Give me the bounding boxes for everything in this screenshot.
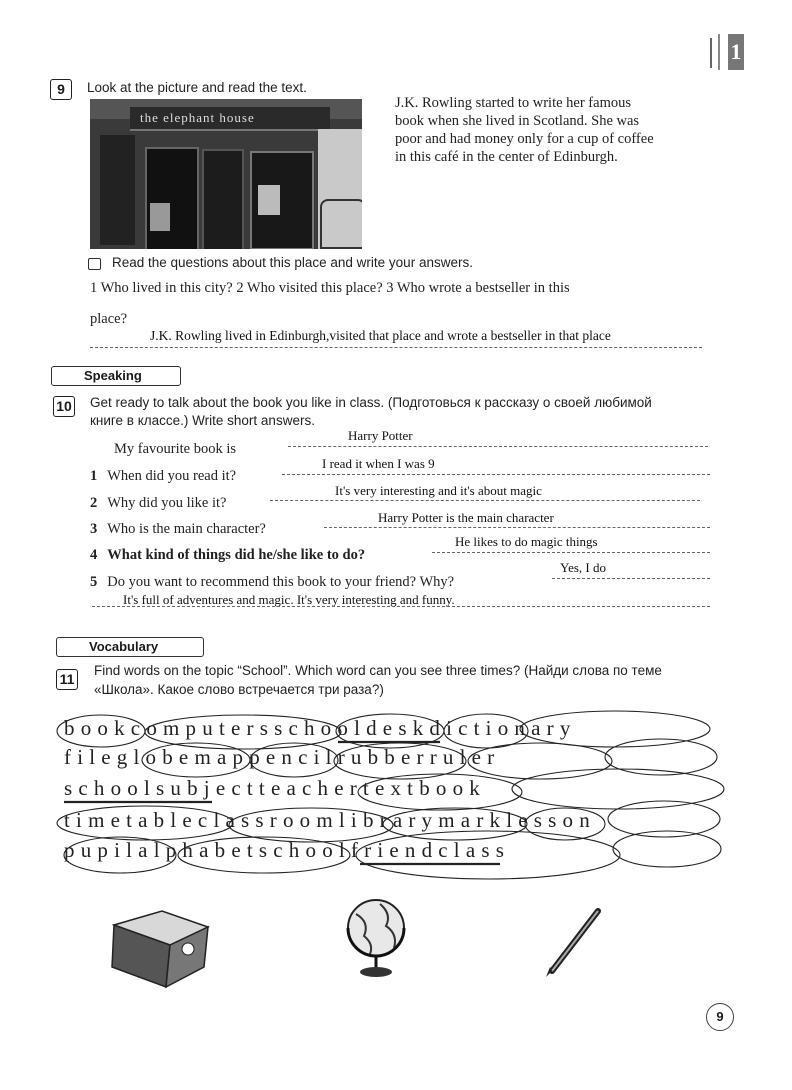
word-grid-row: schoolsubjectteachertextbook [64,776,487,800]
word-circle [178,837,350,873]
word-circle [520,711,710,747]
word-circle [383,808,527,840]
answer-3: Harry Potter is the main character [378,510,554,525]
word-grid-row: bookcomputersschooldeskdictionary [64,716,577,740]
book-icon [108,905,213,990]
word-circle [608,801,720,837]
question-text: Why did you like it? [107,495,227,511]
favourite-book-answer: Harry Potter [348,428,413,443]
exercise-9-questions-end: place? [90,311,128,327]
question-text: What kind of things did he/she like to do? [107,547,366,563]
answer-4: He likes to do magic things [455,534,598,549]
exercise-9-questions: 1 Who lived in this city? 2 Who visited this place? 3 Who wrote a bestseller in this [90,280,570,296]
answer-1: I read it when I was 9 [322,456,435,471]
word-circle [358,774,522,810]
question-number: 4 [90,547,98,563]
word-circle [57,806,233,840]
word-circle [142,743,250,777]
text-line: in this café in the center of Edinburgh. [395,149,618,165]
word-circle [468,743,612,779]
favourite-book-label: My favourite book is [114,441,237,457]
word-grid-row: pupilalphabetschoolfriendclass [64,838,511,862]
exercise-9-answer: J.K. Rowling lived in Edinburgh,visited that place and wrote a bestseller in that place [150,328,611,343]
exercise-9-subinstruction: Read the questions about this place and write your answers. [112,255,473,270]
exercise-11-instruction-2: «Школа». Какое слово встречается три раза?) [94,682,384,697]
vocabulary-section-tab: Vocabulary [56,637,204,657]
word-circle [250,743,338,777]
exercise-10-instruction-2: книге в классе.) Write short answers. [90,413,315,428]
pen-icon [540,905,605,980]
exercise-number-10: 10 [53,396,75,417]
text-line: book when she lived in Scotland. She was [395,113,640,129]
word-circle [444,714,528,748]
exercise-number-9: 9 [50,79,72,100]
text-line: poor and had money only for a cup of coffee [395,131,654,147]
unit-number: 1 [728,34,744,70]
page-number: 9 [706,1003,734,1031]
question-text: Do you want to recommend this book to your friend? Why? [107,574,455,590]
globe-icon [340,892,415,982]
word-circle [57,715,145,747]
word-grid-row: fileglobemappencilrubberruler [64,745,501,769]
word-grid-row: timetableclassroomlibrarymarklesson [64,808,596,832]
cafe-sign-text: the elephant house [140,110,255,125]
exercise-9-instruction: Look at the picture and read the text. [87,80,307,95]
question-text: When did you read it? [107,468,237,484]
word-circle [613,831,721,867]
exercise-number-11: 11 [56,669,78,690]
answer-5: Yes, I do [560,560,606,575]
text-line: J.K. Rowling started to write her famous [395,95,631,111]
question-number: 5 [90,574,98,590]
question-text: Who is the main character? [107,521,266,537]
word-circle [64,837,176,873]
question-number: 1 [90,468,98,484]
question-number: 2 [90,495,98,511]
question-number: 3 [90,521,98,537]
answer-5-reason: It's full of adventures and magic. It's very interesting and funny. [123,592,455,607]
exercise-10-instruction: Get ready to talk about the book you like in class. (Подготовься к рассказу о своей любимой [90,395,652,410]
answer-2: It's very interesting and it's about magic [335,483,542,498]
exercise-11-instruction: Find words on the topic “School”. Which word can you see three times? (Найди слова по теме [94,663,662,678]
speaking-section-tab: Speaking [51,366,181,386]
